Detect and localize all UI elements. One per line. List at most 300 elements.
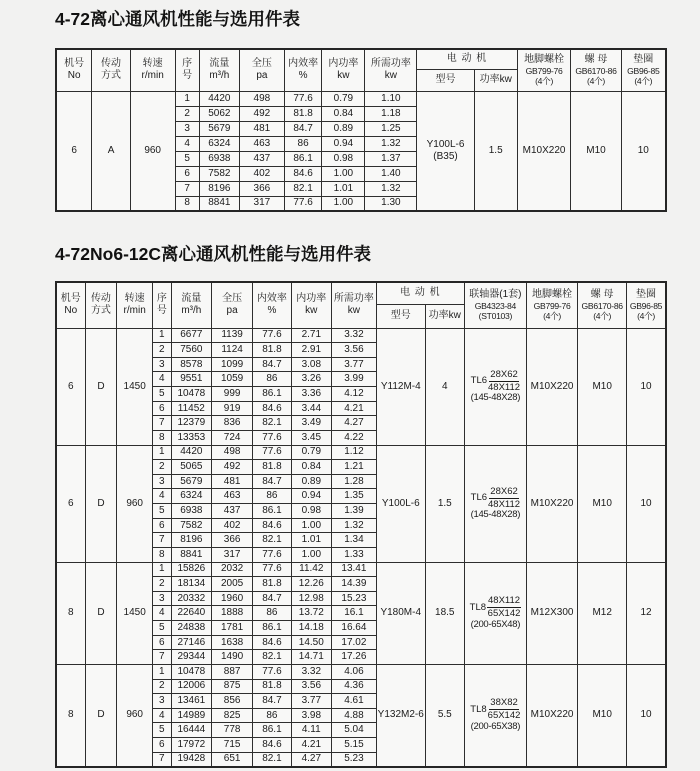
value-cell: 17.02 (331, 635, 376, 650)
value-cell: 437 (212, 504, 253, 519)
value-cell: 1888 (212, 606, 253, 621)
coupling-model: TL8 (469, 601, 487, 613)
header-line: 流量 (209, 58, 230, 70)
motor-power-cell: 4 (425, 328, 464, 445)
value-cell: 8 (152, 547, 171, 562)
value-cell: 0.94 (322, 136, 365, 151)
value-cell: 11.42 (291, 562, 331, 577)
value-cell: 8 (152, 430, 171, 445)
value-cell: 0.84 (322, 106, 365, 121)
value-cell: 84.7 (253, 357, 291, 372)
value-cell: 0.79 (291, 445, 331, 460)
header-row (56, 282, 666, 304)
nut-cell: M10 (578, 328, 627, 445)
column-header: 型号 (376, 304, 425, 328)
column-header: 型号 (417, 69, 474, 91)
value-cell: 19428 (171, 752, 211, 767)
coupling-model: TL6 (470, 492, 488, 504)
value-cell: 5.15 (331, 738, 376, 753)
nut-cell: M12 (578, 562, 627, 664)
column-header (85, 282, 117, 328)
nut-cell: M10 (578, 664, 627, 766)
header-line: No (67, 70, 81, 82)
nut-cell: M10 (578, 445, 627, 562)
value-cell: 12379 (171, 416, 211, 431)
value-cell: 1.33 (331, 547, 376, 562)
coupling-spec (465, 596, 526, 630)
value-cell: 5 (152, 504, 171, 519)
value-cell: 0.79 (322, 91, 365, 106)
header-line: 号 (182, 70, 193, 82)
header-line: (4个) (637, 311, 655, 322)
value-cell: 4.61 (331, 694, 376, 709)
value-cell: 1.35 (331, 489, 376, 504)
value-cell: 3.44 (291, 401, 331, 416)
value-cell: 86.1 (253, 387, 291, 402)
washer-cell: 10 (621, 91, 666, 211)
column-header (331, 282, 376, 328)
value-cell: 5.23 (331, 752, 376, 767)
value-cell: 3.32 (291, 664, 331, 679)
value-cell: 27146 (171, 635, 211, 650)
value-cell: 1960 (212, 591, 253, 606)
coupling-cell (464, 562, 526, 664)
column-header (117, 282, 153, 328)
value-cell: 715 (212, 738, 253, 753)
header-line: (4个) (634, 76, 653, 87)
value-cell: 81.8 (253, 460, 291, 475)
value-cell: 1.39 (331, 504, 376, 519)
value-cell: 6324 (171, 489, 211, 504)
value-cell: 919 (212, 401, 253, 416)
header-line: 序 (182, 58, 193, 70)
value-cell: 18134 (171, 577, 211, 592)
value-cell: 5 (152, 621, 171, 636)
data-row (56, 664, 666, 679)
drive-cell: D (85, 445, 117, 562)
washer-cell: 12 (627, 562, 666, 664)
value-cell: 317 (240, 196, 285, 211)
coupling-denominator: 48X112 (488, 381, 521, 393)
header-line: % (298, 70, 308, 82)
coupling-note: (145-48X28) (470, 392, 521, 404)
value-cell: 3.36 (291, 387, 331, 402)
value-cell: 498 (212, 445, 253, 460)
coupling-fraction (488, 698, 521, 721)
value-cell: 14.50 (291, 635, 331, 650)
anchor-bolt-cell: M10X220 (517, 91, 571, 211)
value-cell: 4.88 (331, 708, 376, 723)
coupling-top (465, 596, 526, 619)
column-header (571, 49, 621, 91)
header-line: 所需功率 (370, 58, 411, 70)
header-line: 转速 (124, 293, 145, 305)
value-cell: 6 (152, 401, 171, 416)
value-cell: 5.04 (331, 723, 376, 738)
value-cell: 6 (152, 635, 171, 650)
header-line: 全压 (222, 293, 243, 305)
motor-power-cell: 5.5 (425, 664, 464, 766)
value-cell: 8196 (171, 533, 211, 548)
header-line: pa (256, 70, 268, 82)
table2-title: 4-72No6-12C离心通风机性能与选用件表 (55, 244, 372, 264)
value-cell: 887 (212, 664, 253, 679)
value-cell: 77.6 (253, 445, 291, 460)
value-cell: 4420 (199, 91, 239, 106)
value-cell: 1.00 (322, 166, 365, 181)
value-cell: 3 (152, 357, 171, 372)
header-line: 垫圈 (633, 54, 654, 66)
table1-container (55, 48, 700, 212)
value-cell: 86 (284, 136, 322, 151)
header-line: 地脚螺栓 (524, 54, 565, 66)
value-cell: 402 (240, 166, 285, 181)
coupling-numerator: 28X62 (490, 485, 518, 497)
value-cell: 3 (152, 474, 171, 489)
header-line: 地脚螺栓 (532, 289, 573, 301)
value-cell: 4.36 (331, 679, 376, 694)
column-header: 功率kw (425, 304, 464, 328)
header-line: 全压 (251, 58, 272, 70)
column-header (240, 49, 285, 91)
speed-cell: 1450 (117, 562, 153, 664)
value-cell: 4.21 (331, 401, 376, 416)
coupling-top (465, 370, 526, 393)
coupling-denominator: 65X142 (487, 710, 521, 722)
column-header (284, 49, 322, 91)
value-cell: 1 (175, 91, 199, 106)
value-cell: 14.18 (291, 621, 331, 636)
header-line: 垫圈 (636, 289, 657, 301)
motor-model-line: (B35) (433, 150, 458, 162)
value-cell: 10478 (171, 387, 211, 402)
value-cell: 14.39 (331, 577, 376, 592)
washer-cell: 10 (627, 328, 666, 445)
header-line: % (267, 305, 277, 317)
value-cell: 1 (152, 328, 171, 343)
coupling-note: (200-65X48) (470, 619, 521, 631)
drive-cell: D (85, 664, 117, 766)
value-cell: 2.71 (291, 328, 331, 343)
speed-cell: 960 (117, 445, 153, 562)
header-line: 联轴器(1套) (469, 289, 522, 301)
value-cell: 1.00 (291, 547, 331, 562)
value-cell: 82.1 (253, 650, 291, 665)
value-cell: 77.6 (284, 91, 322, 106)
value-cell: 0.84 (291, 460, 331, 475)
motor-group-header: 电 动 机 (417, 49, 517, 69)
value-cell: 86 (253, 708, 291, 723)
value-cell: 2032 (212, 562, 253, 577)
value-cell: 82.1 (253, 533, 291, 548)
header-line: 所需功率 (333, 293, 374, 305)
coupling-cell (464, 445, 526, 562)
header-line: GB6170-86 (581, 301, 623, 311)
value-cell: 16.64 (331, 621, 376, 636)
value-cell: 8841 (199, 196, 239, 211)
column-header (291, 282, 331, 328)
value-cell: 825 (212, 708, 253, 723)
value-cell: 2.91 (291, 343, 331, 358)
machine-no-cell: 8 (56, 664, 85, 766)
header-line: 序 (156, 293, 167, 305)
value-cell: 4.27 (331, 416, 376, 431)
value-cell: 366 (240, 181, 285, 196)
value-cell: 10478 (171, 664, 211, 679)
coupling-spec (465, 370, 526, 404)
coupling-note: (145-48X28) (470, 509, 521, 521)
value-cell: 3.26 (291, 372, 331, 387)
value-cell: 778 (212, 723, 253, 738)
coupling-numerator: 28X62 (490, 368, 518, 380)
header-line: kw (337, 70, 350, 82)
data-row (56, 91, 666, 106)
value-cell: 4 (152, 708, 171, 723)
motor-power-cell: 1.5 (474, 91, 517, 211)
value-cell: 2 (152, 679, 171, 694)
motor-model-cell (376, 664, 425, 766)
value-cell: 4.12 (331, 387, 376, 402)
value-cell: 4.06 (331, 664, 376, 679)
value-cell: 84.6 (284, 166, 322, 181)
column-header (365, 49, 417, 91)
value-cell: 1638 (212, 635, 253, 650)
value-cell: 86.1 (253, 504, 291, 519)
value-cell: 1.34 (331, 533, 376, 548)
value-cell: 0.98 (322, 151, 365, 166)
value-cell: 3.08 (291, 357, 331, 372)
value-cell: 2 (152, 460, 171, 475)
column-header (526, 282, 578, 328)
header-line: pa (226, 305, 238, 317)
value-cell: 1.00 (322, 196, 365, 211)
value-cell: 81.8 (284, 106, 322, 121)
value-cell: 6677 (171, 328, 211, 343)
value-cell: 3.77 (331, 357, 376, 372)
coupling-spec (465, 698, 526, 732)
header-line: (4个) (593, 311, 612, 322)
column-header (171, 282, 211, 328)
speed-cell: 960 (117, 664, 153, 766)
motor-model-cell (376, 445, 425, 562)
value-cell: 77.6 (284, 196, 322, 211)
value-cell: 12006 (171, 679, 211, 694)
value-cell: 3.99 (331, 372, 376, 387)
coupling-spec (465, 487, 526, 521)
value-cell: 1.32 (365, 136, 417, 151)
value-cell: 82.1 (253, 416, 291, 431)
value-cell: 875 (212, 679, 253, 694)
value-cell: 84.7 (253, 694, 291, 709)
value-cell: 3.49 (291, 416, 331, 431)
value-cell: 1.01 (291, 533, 331, 548)
value-cell: 6 (175, 166, 199, 181)
value-cell: 1.32 (365, 181, 417, 196)
value-cell: 1.12 (331, 445, 376, 460)
value-cell: 17.26 (331, 650, 376, 665)
motor-model-line: Y100L-6 (381, 497, 420, 509)
value-cell: 7582 (171, 518, 211, 533)
header-line: kw (384, 70, 397, 82)
value-cell: 5679 (199, 121, 239, 136)
header-line: GB4323-84 (474, 301, 516, 311)
value-cell: 24838 (171, 621, 211, 636)
value-cell: 1 (152, 445, 171, 460)
value-cell: 5065 (171, 460, 211, 475)
value-cell: 3.77 (291, 694, 331, 709)
value-cell: 84.6 (253, 635, 291, 650)
value-cell: 5062 (199, 106, 239, 121)
column-header (627, 282, 666, 328)
header-line: 号 (156, 305, 167, 317)
header-line: 流量 (181, 293, 202, 305)
value-cell: 0.98 (291, 504, 331, 519)
coupling-top (465, 698, 526, 721)
value-cell: 4 (152, 606, 171, 621)
value-cell: 81.8 (253, 679, 291, 694)
value-cell: 8 (175, 196, 199, 211)
data-row (56, 562, 666, 577)
value-cell: 498 (240, 91, 285, 106)
column-header (517, 49, 571, 91)
value-cell: 7 (152, 752, 171, 767)
column-header: 功率kw (474, 69, 517, 91)
coupling-model: TL6 (470, 375, 488, 387)
table-body (56, 91, 666, 211)
coupling-top (465, 487, 526, 510)
value-cell: 1490 (212, 650, 253, 665)
coupling-model: TL8 (470, 703, 487, 715)
header-line: 内功率 (328, 58, 359, 70)
value-cell: 4.11 (291, 723, 331, 738)
value-cell: 492 (240, 106, 285, 121)
header-line: 螺 母 (590, 289, 614, 301)
value-cell: 9551 (171, 372, 211, 387)
value-cell: 7582 (199, 166, 239, 181)
header-line: r/min (141, 70, 164, 82)
value-cell: 86.1 (253, 621, 291, 636)
value-cell: 3.56 (291, 679, 331, 694)
performance-table (55, 281, 667, 768)
header-line: (ST0103) (478, 311, 513, 322)
header-line: 传动 (90, 293, 111, 305)
header-line: GB799-76 (525, 66, 563, 76)
column-header (152, 282, 171, 328)
value-cell: 86 (253, 372, 291, 387)
header-line: GB799-76 (533, 301, 571, 311)
column-header (92, 49, 130, 91)
value-cell: 1099 (212, 357, 253, 372)
value-cell: 463 (240, 136, 285, 151)
column-header (621, 49, 666, 91)
coupling-fraction (488, 487, 520, 510)
value-cell: 1.10 (365, 91, 417, 106)
value-cell: 12.98 (291, 591, 331, 606)
header-line: (4个) (587, 76, 605, 87)
header-line: GB96-85 (629, 301, 663, 311)
value-cell: 2005 (212, 577, 253, 592)
header-line: 内功率 (296, 293, 327, 305)
anchor-bolt-cell: M10X220 (526, 445, 578, 562)
speed-cell: 1450 (117, 328, 153, 445)
motor-group-header: 电 动 机 (376, 282, 464, 304)
value-cell: 4 (175, 136, 199, 151)
value-cell: 20332 (171, 591, 211, 606)
value-cell: 724 (212, 430, 253, 445)
value-cell: 402 (212, 518, 253, 533)
column-header (56, 49, 92, 91)
coupling-numerator: 48X112 (488, 595, 521, 607)
table2-section (55, 241, 700, 768)
value-cell: 16.1 (331, 606, 376, 621)
value-cell: 3 (175, 121, 199, 136)
table-body (56, 328, 666, 767)
value-cell: 13.72 (291, 606, 331, 621)
machine-no-cell: 6 (56, 328, 85, 445)
drive-cell: D (85, 562, 117, 664)
coupling-denominator: 65X142 (487, 608, 521, 620)
value-cell: 82.1 (284, 181, 322, 196)
value-cell: 13.41 (331, 562, 376, 577)
value-cell: 6 (152, 738, 171, 753)
header-line: 机号 (64, 58, 85, 70)
header-line: 方式 (101, 70, 122, 82)
value-cell: 16444 (171, 723, 211, 738)
column-header (130, 49, 175, 91)
value-cell: 317 (212, 547, 253, 562)
value-cell: 84.7 (284, 121, 322, 136)
table-header (56, 282, 666, 328)
header-line: 螺 母 (584, 54, 608, 66)
value-cell: 4420 (171, 445, 211, 460)
data-row (56, 328, 666, 343)
speed-cell: 960 (130, 91, 175, 211)
value-cell: 8196 (199, 181, 239, 196)
value-cell: 7 (152, 416, 171, 431)
header-line: 内效率 (288, 58, 319, 70)
value-cell: 86.1 (284, 151, 322, 166)
header-line: 机号 (60, 293, 81, 305)
value-cell: 856 (212, 694, 253, 709)
value-cell: 77.6 (253, 430, 291, 445)
value-cell: 836 (212, 416, 253, 431)
value-cell: 1.28 (331, 474, 376, 489)
header-line: 方式 (90, 305, 111, 317)
value-cell: 1.21 (331, 460, 376, 475)
column-header (578, 282, 627, 328)
value-cell: 1.00 (291, 518, 331, 533)
machine-no-cell: 6 (56, 445, 85, 562)
header-line: No (64, 305, 78, 317)
value-cell: 13353 (171, 430, 211, 445)
value-cell: 366 (212, 533, 253, 548)
coupling-note: (200-65X38) (470, 721, 521, 733)
machine-no-cell: 8 (56, 562, 85, 664)
column-header (322, 49, 365, 91)
value-cell: 8841 (171, 547, 211, 562)
performance-table (55, 48, 667, 212)
table-header (56, 49, 666, 91)
value-cell: 15826 (171, 562, 211, 577)
value-cell: 81.8 (253, 343, 291, 358)
header-line: r/min (123, 305, 146, 317)
value-cell: 77.6 (253, 664, 291, 679)
value-cell: 3.98 (291, 708, 331, 723)
value-cell: 29344 (171, 650, 211, 665)
data-row (56, 445, 666, 460)
table1-section (55, 6, 700, 212)
value-cell: 492 (212, 460, 253, 475)
